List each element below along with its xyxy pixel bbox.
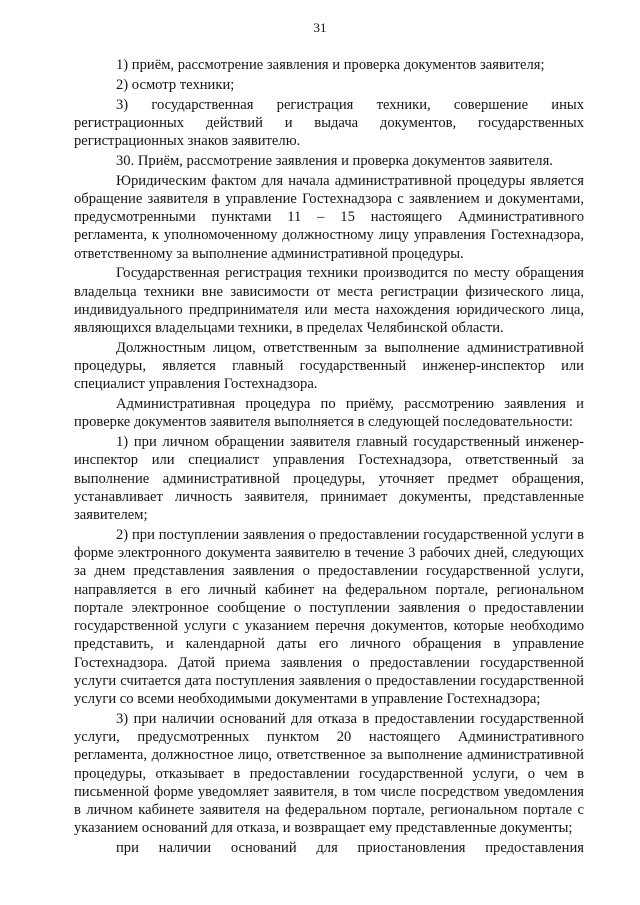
paragraph-responsible-official: Должностным лицом, ответственным за выполнение административной процедуры, является главный государственный инженер-инспектор или специалист управления Гостехнадзора. [74,339,584,393]
paragraph-suspension-continued: при наличии оснований для приостановления предоставления [116,840,584,856]
paragraph-procedure-sequence: Административная процедура по приёму, рассмотрению заявления и проверке документов заявителя выполняется в следующей последовательности: [74,396,584,431]
paragraph-step-2-electronic-application: 2) при поступлении заявления о предоставлении государственной услуги в форме электронного документа заявителю в течение 3 рабочих дней, следующих за днем представления заявления о предоставлении государственной услуги, направляется в его личный кабинет на федеральном портале, региональном портале электронное сообщение о поступлении заявления о предоставлении государственной услуги с указанием перечня документов, которые необходимо представить, и календарной даты его личного обращения в управление Гостехнадзора. Датой приема заявления о предоставлении государственной услуги считается дата поступления заявления о предоставлении государственной услуги со всеми необходимыми документами в управление Гостехнадзора; [74,526,584,707]
document-body [74,56,584,859]
paragraph-section-30-heading: 30. Приём, рассмотрение заявления и проверка документов заявителя. [116,152,553,169]
paragraph-list-item-1: 1) приём, рассмотрение заявления и проверка документов заявителя; [116,57,545,73]
paragraph-list-item-2: 2) осмотр техники; [116,76,235,93]
paragraph-step-3-refusal: 3) при наличии оснований для отказа в предоставлении государственной услуги, предусмотренных пунктом 20 настоящего Административного регламента, должностное лицо, ответственное за выполнение административной процедуры, отказывает в предоставлении государственной услуги, о чем в письменной форме уведомляет заявителя, в том числе посредством уведомления в личном кабинете заявителя на федеральном портале, региональном портале с указанием оснований для отказа, и возвращает ему представленные документы; [74,710,584,837]
paragraph-step-1-personal-visit: 1) при личном обращении заявителя главный государственный инженер-инспектор или специалист управления Гостехнадзора, ответственный за выполнение административной процедуры, уточняет предмет обращения, устанавливает личность заявителя, принимает документы, представленные заявителем; [74,434,584,523]
paragraph-list-item-3: 3) государственная регистрация техники, совершение иных регистрационных действий и выдача документов, государственных регистрационных знаков заявителю. [74,96,584,149]
paragraph-registration-place: Государственная регистрация техники производится по месту обращения владельца техники вне зависимости от места регистрации физического лица, индивидуального предпринимателя или места нахождения юридического лица, являющихся владельцами техники, в пределах Челябинской области. [74,265,584,336]
page-number: 31 [313,20,327,35]
paragraph-legal-fact: Юридическим фактом для начала административной процедуры является обращение заявителя в управление Гостехнадзора с заявлением и документами, предусмотренными пунктами 11 – 15 настоящего Административного регламента, к уполномоченному должностному лицу управления Гостехнадзора, ответственному за выполнение административной процедуры. [74,172,584,262]
